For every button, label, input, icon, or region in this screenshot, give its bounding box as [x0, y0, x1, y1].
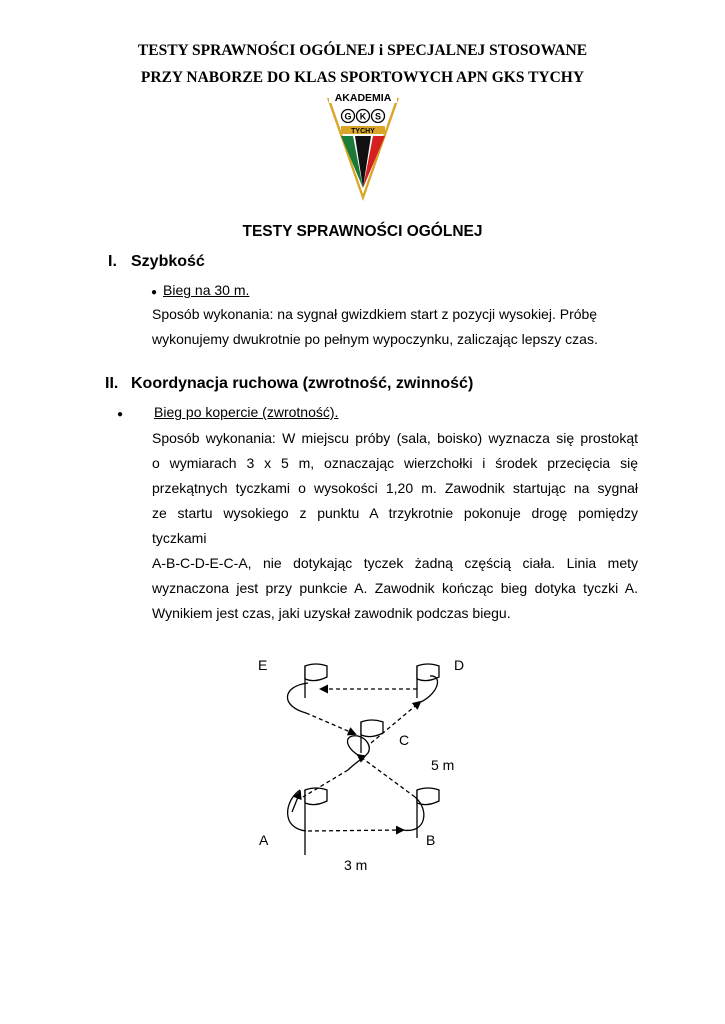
arrow-into-a [292, 792, 300, 812]
label-c: C [399, 732, 410, 748]
logo-banner-text: TYCHY [351, 128, 375, 135]
general-tests-heading: TESTY SPRAWNOŚCI OGÓLNEJ [242, 223, 483, 240]
envelope-run-diagram [240, 650, 480, 880]
path-e-to-c [306, 713, 355, 734]
document-title-line-1: TESTY SPRAWNOŚCI OGÓLNEJ i SPECJALNEJ STOSOWANE [137, 42, 588, 59]
pole-e [305, 664, 327, 698]
label-b: B [426, 832, 436, 848]
path-b-to-c [358, 755, 415, 797]
section-2-description [152, 426, 638, 626]
section-1-title: Szybkość [131, 253, 205, 270]
section-2-number: II. [105, 375, 119, 392]
section-2-bullet: ● [117, 409, 124, 420]
path-a-to-b [308, 830, 403, 831]
logo-letter-g: G [344, 111, 352, 122]
section-2-line: ze startu wysokiego z punktu A trzykrotnie pokonuje drogę pomiędzy [152, 505, 638, 521]
turn-c-lower [348, 736, 370, 770]
section-2-line: Wynikiem jest czas, jaki uzyskał zawodnik podczas biegu. [152, 605, 511, 621]
document-title-line-2: PRZY NABORZE DO KLAS SPORTOWYCH APN GKS TYCHY [140, 69, 585, 86]
section-2-line: przekątnych tyczkami o wysokości 1,20 m. Zawodnik startując na sygnał [152, 480, 638, 496]
logo-top-text: AKADEMIA [334, 92, 392, 104]
label-a: A [259, 832, 269, 848]
section-2-line: o wymiarach 3 x 5 m, oznaczając wierzchołki i środek przecięcia się [152, 455, 638, 471]
section-1-line: Sposób wykonania: na sygnał gwizdkiem start z pozycji wysokiej. Próbę [152, 306, 598, 322]
section-1-description [152, 302, 616, 352]
section-2-line: wyznaczona jest przy punkcie A. Zawodnik kończąc bieg dotyka tyczki A. [152, 580, 638, 596]
section-1-line: wykonujemy dwukrotnie po pełnym wypoczynku, zaliczając lepszy czas. [152, 331, 598, 347]
logo-letter-s: S [374, 111, 382, 122]
logo-letter-k: K [359, 111, 367, 122]
pole-d [417, 664, 439, 698]
gks-tychy-logo [326, 90, 400, 202]
section-1-bullet: ● [151, 287, 158, 298]
label-d: D [454, 657, 465, 673]
section-1-number: I. [108, 253, 117, 270]
section-1-item: Bieg na 30 m. [163, 282, 250, 298]
section-2-line: tyczkami [152, 530, 207, 546]
section-2-item: Bieg po kopercie (zwrotność). [154, 404, 339, 420]
length-label: 5 m [431, 757, 455, 773]
pole-a [305, 788, 327, 855]
width-label: 3 m [344, 857, 368, 873]
section-2-line: A-B-C-D-E-C-A, nie dotykając tyczek żadną częścią ciała. Linia mety [152, 555, 638, 571]
pole-b [417, 788, 439, 838]
label-e: E [258, 657, 268, 673]
section-2-title: Koordynacja ruchowa (zwrotność, zwinność) [131, 375, 474, 392]
section-2-line: Sposób wykonania: W miejscu próby (sala, boisko) wyznacza się prostokąt [152, 430, 638, 446]
